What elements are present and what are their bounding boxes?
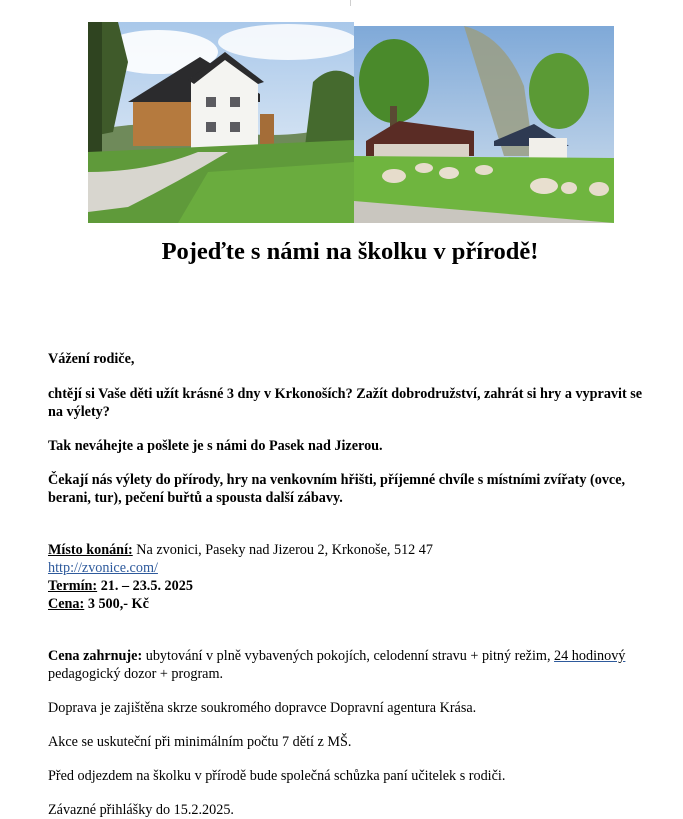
photo-strip (88, 22, 614, 223)
includes-underlined: 24 hodinový (554, 648, 626, 664)
deadline-paragraph: Závazné přihlášky do 15.2.2025. (48, 802, 234, 818)
letter-body (48, 350, 658, 819)
term-label: Termín: (48, 578, 98, 594)
price-value: 3 500,- Kč (84, 596, 149, 612)
invite-paragraph: Tak neváhejte a pošlete je s námi do Pasek nad Jizerou. (48, 438, 383, 454)
event-details (48, 541, 658, 613)
place-value: Na zvonici, Paseky nad Jizerou 2, Krkonoše, 512 47 (132, 542, 433, 558)
includes-paragraph (48, 647, 658, 683)
sheep-meadow-photo (354, 26, 614, 223)
page-title: Pojeďte s námi na školku v přírodě! (161, 238, 539, 265)
chalet-photo (88, 22, 354, 223)
meeting-paragraph: Před odjezdem na školku v přírodě bude společná schůzka paní učitelek s rodiči. (48, 768, 506, 784)
place-label: Místo konání: (48, 542, 133, 558)
term-value: 21. – 23.5. 2025 (97, 578, 193, 594)
website-link[interactable]: http://zvonice.com/ (48, 560, 158, 576)
place-line (48, 541, 658, 559)
intro-paragraph: chtějí si Vaše děti užít krásné 3 dny v Krkonoších? Zažít dobrodružství, zahrát si hry a vypravit se na výlety? (48, 386, 643, 420)
includes-label: Cena zahrnuje: (48, 648, 143, 664)
includes-text-after: pedagogický dozor + program. (48, 666, 224, 682)
includes-text: ubytování v plně vybavených pokojích, celodenní stravu + pitný režim, (142, 648, 555, 664)
activities-paragraph: Čekají nás výlety do přírody, hry na venkovním hřišti, příjemné chvíle s místními zvířaty (ovce, berani, tur), pečení buřtů a spousta další zábavy. (48, 472, 626, 506)
page-divider (350, 0, 351, 6)
term-line (48, 577, 658, 595)
greeting: Vážení rodiče, (48, 351, 135, 367)
transport-paragraph: Doprava je zajištěna skrze soukromého dopravce Dopravní agentura Krása. (48, 700, 477, 716)
price-line (48, 595, 658, 613)
price-label: Cena: (48, 596, 85, 612)
minimum-paragraph: Akce se uskuteční při minimálním počtu 7 dětí z MŠ. (48, 734, 352, 750)
